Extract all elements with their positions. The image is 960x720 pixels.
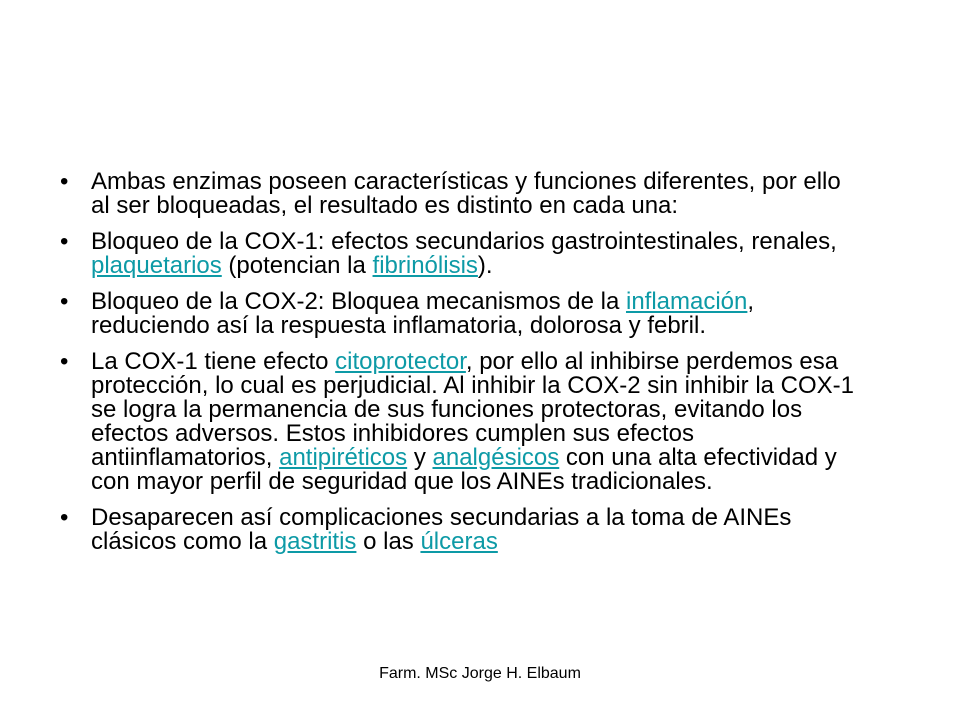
footer-author: Farm. MSc Jorge H. Elbaum	[379, 665, 581, 682]
link-plaquetarios[interactable]: plaquetarios	[91, 252, 222, 279]
bullet-item	[60, 290, 860, 338]
bullet-text: Bloqueo de la COX-2: Bloquea mecanismos de la	[91, 288, 626, 315]
bullet-marker: •	[60, 228, 69, 255]
bullet-text: , reduciendo así la respuesta inflamatoria, dolorosa y febril.	[91, 288, 755, 339]
bullet-marker: •	[60, 504, 69, 531]
bullet-marker: •	[60, 168, 69, 195]
link-analgesicos[interactable]: analgésicos	[432, 444, 560, 471]
bullet-text: con una alta efectividad y con mayor perfil de seguridad que los AINEs tradicionales.	[91, 444, 837, 495]
bullet-text: Bloqueo de la COX-1: efectos secundarios gastrointestinales, renales,	[91, 228, 837, 255]
bullet-text: o las	[356, 528, 421, 555]
link-ulceras[interactable]: úlceras	[420, 528, 498, 555]
bullet-text: y	[407, 444, 433, 471]
bullet-text: La COX-1 tiene efecto	[91, 348, 336, 375]
bullet-text: Ambas enzimas poseen características y funciones diferentes, por ello al ser bloqueadas, el resultado es distinto en cada una:	[91, 168, 841, 219]
bullet-marker: •	[60, 288, 69, 315]
bullet-text: Desaparecen así complicaciones secundarias a la toma de AINEs clásicos como la	[91, 504, 792, 555]
link-fibrinolisis[interactable]: fibrinólisis	[372, 252, 478, 279]
bullet-item	[60, 230, 860, 278]
link-gastritis[interactable]: gastritis	[273, 528, 357, 555]
bullet-text: , por ello al inhibirse perdemos esa protección, lo cual es perjudicial. Al inhibir la COX-2 sin inhibir la COX-1 se logra la permanencia de sus funciones protectoras, evitando los efectos adversos. Estos inhibidores cumplen sus efectos antiinflamatorios,	[91, 348, 855, 471]
bullet-item	[60, 506, 860, 554]
bullet-list	[60, 170, 860, 566]
link-antipireticos[interactable]: antipiréticos	[279, 444, 408, 471]
bullet-item	[60, 350, 860, 494]
bullet-marker: •	[60, 348, 69, 375]
bullet-text: ).	[477, 252, 493, 279]
link-inflamacion[interactable]: inflamación	[625, 288, 748, 315]
bullet-text: (potencian la	[221, 252, 373, 279]
link-citoprotector[interactable]: citoprotector	[335, 348, 466, 375]
bullet-item	[60, 170, 860, 218]
